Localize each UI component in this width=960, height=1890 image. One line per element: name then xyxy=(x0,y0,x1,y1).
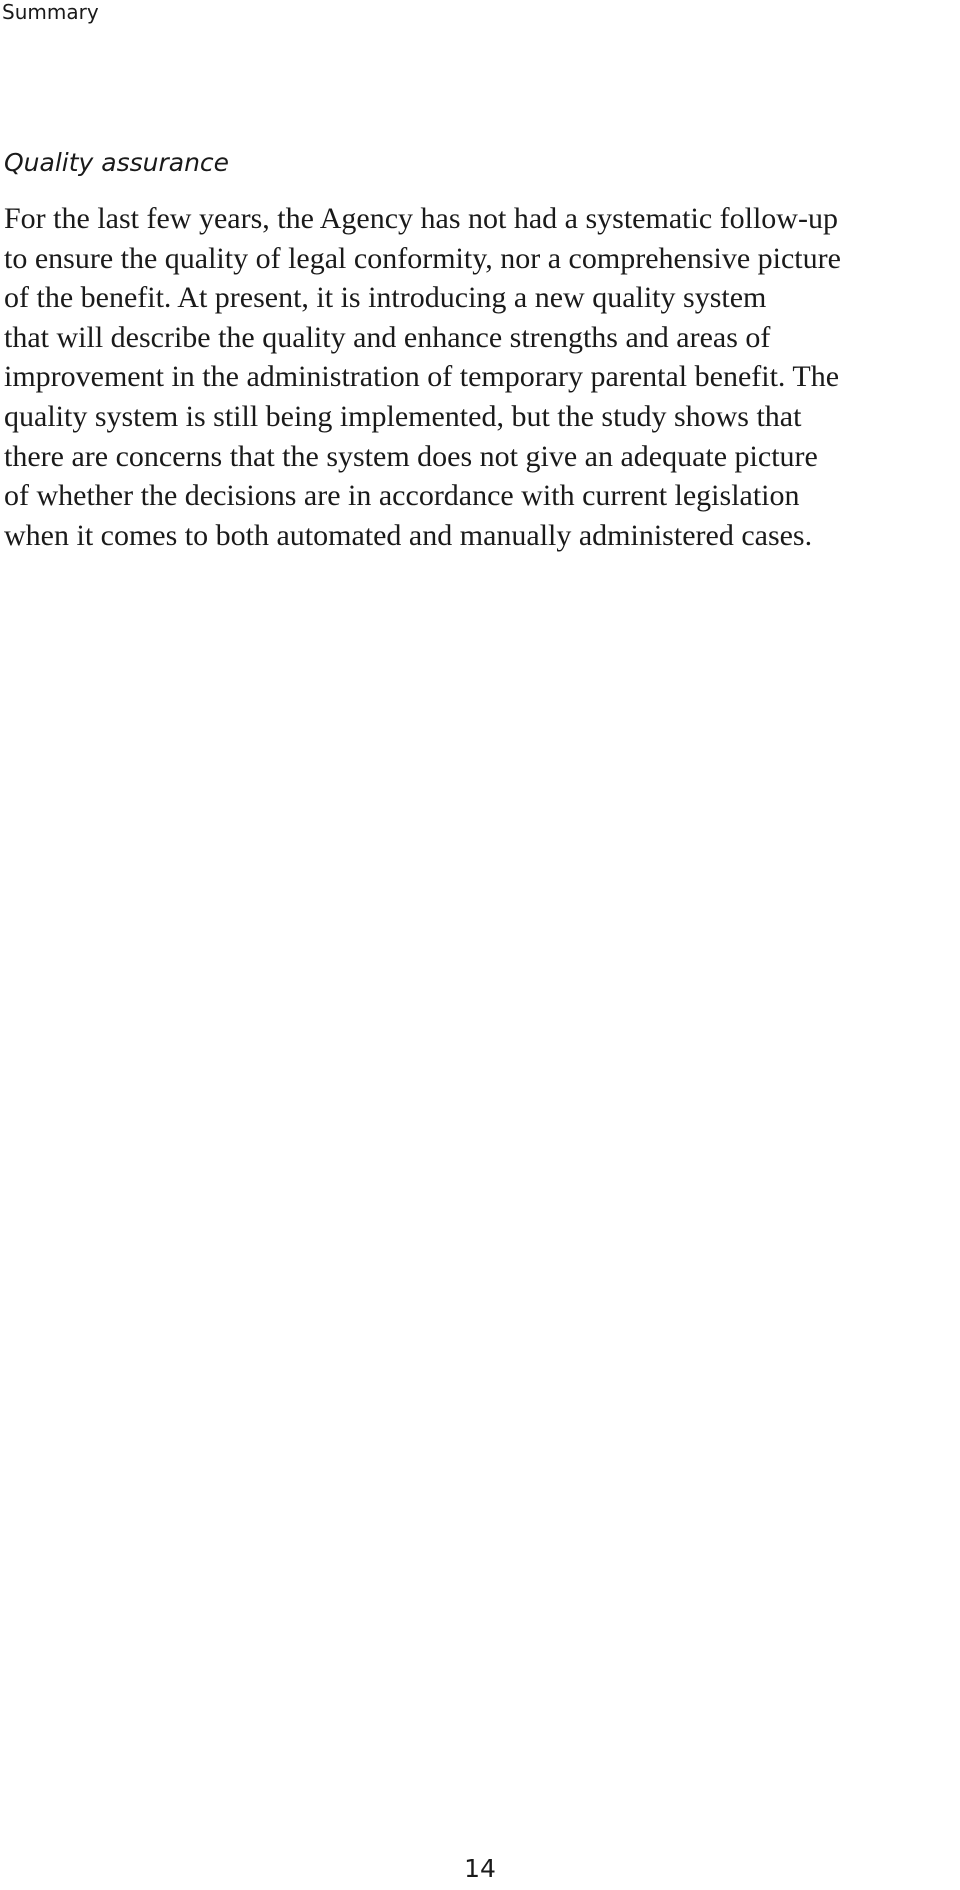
paragraph-line: when it comes to both automated and manually administered cases. xyxy=(4,518,813,552)
paragraph-line: there are concerns that the system does not give an adequate picture xyxy=(4,439,818,473)
paragraph-line: that will describe the quality and enhance strengths and areas of xyxy=(4,320,771,354)
paragraph-line: to ensure the quality of legal conformity, nor a comprehensive picture xyxy=(4,241,841,275)
paragraph-line: quality system is still being implemented, but the study shows that xyxy=(4,399,802,433)
paragraph-line: improvement in the administration of temporary parental benefit. The xyxy=(4,360,840,394)
paragraph-line: of whether the decisions are in accordance with current legislation xyxy=(4,479,800,513)
running-header: Summary xyxy=(2,0,99,24)
page-number: 14 xyxy=(464,1854,496,1883)
section-heading: Quality assurance xyxy=(4,148,230,177)
body-paragraph xyxy=(4,199,956,555)
paragraph-line: For the last few years, the Agency has not had a systematic follow-up xyxy=(4,202,838,235)
paragraph-line: of the benefit. At present, it is introducing a new quality system xyxy=(4,281,767,315)
